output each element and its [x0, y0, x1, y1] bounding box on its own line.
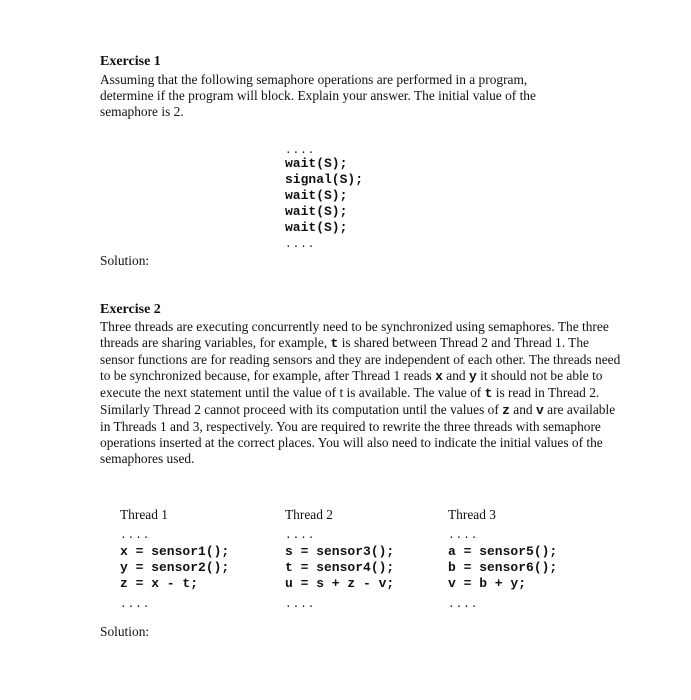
code-line: wait(S);: [285, 204, 348, 219]
code-line: v = b + y;: [448, 576, 527, 591]
thread-1-label: Thread 1: [120, 507, 168, 522]
code-line: signal(S);: [285, 172, 364, 187]
code-line: x = sensor1();: [120, 544, 230, 559]
text-run: it should not be able to execute the next statement until the value of t is available. The value of: [100, 368, 603, 400]
thread-2-label: Thread 2: [285, 507, 333, 522]
thread-2-column: [285, 507, 394, 610]
ellipsis: ....: [120, 530, 151, 542]
code-line: a = sensor5();: [448, 544, 558, 559]
code-line: y = sensor2();: [120, 560, 230, 575]
thread-3-column: [448, 507, 557, 610]
ellipsis: ....: [285, 530, 316, 542]
thread-1-column: [120, 507, 229, 610]
text-run: is read in Thread 2. Similarly Thread 2 cannot proceed with its computation until the values of: [100, 385, 600, 417]
ellipsis: ....: [285, 599, 316, 611]
code-line: z = x - t;: [120, 576, 199, 591]
variable-name: t: [330, 336, 339, 351]
text-run: and: [442, 368, 469, 383]
code-line: s = sensor3();: [285, 544, 395, 559]
ellipsis: ....: [448, 530, 479, 542]
exercise-2-title: Exercise 2: [100, 302, 161, 317]
exercise-1-solution-label: Solution:: [100, 253, 150, 268]
text-run: are available in Threads 1 and 3, respectively. You are required to rewrite the three threads with semaphore operations inserted at the correct places. You will also need to indicate the initial values of the semaphores used.: [100, 402, 616, 466]
code-line: wait(S);: [285, 156, 348, 171]
text-run: and: [509, 402, 536, 417]
thread-3-label: Thread 3: [448, 507, 496, 522]
text-run: is shared between Thread 2 and Thread 1. The sensor functions are for reading sensors and they are independent of each other. The threads need to be synchronized because, for example, after Thread 1 reads: [100, 335, 621, 383]
exercise-1-title: Exercise 1: [100, 54, 161, 69]
ellipsis: ....: [285, 239, 316, 251]
variable-name: t: [484, 386, 493, 401]
ellipsis: ....: [120, 599, 151, 611]
variable-name: v: [535, 403, 544, 418]
code-line: b = sensor6();: [448, 560, 558, 575]
ellipsis: ....: [448, 599, 479, 611]
code-line: wait(S);: [285, 188, 348, 203]
variable-name: y: [468, 369, 477, 384]
variable-name: z: [502, 403, 510, 418]
ellipsis: ....: [285, 145, 316, 157]
code-line: t = sensor4();: [285, 560, 395, 575]
exercise-2-solution-label: Solution:: [100, 624, 150, 639]
variable-name: x: [435, 369, 443, 384]
exercise-1-code-block: [285, 146, 363, 250]
exercise-2-text: [100, 319, 622, 467]
code-line: u = s + z - v;: [285, 576, 395, 591]
exercise-1-text: Assuming that the following semaphore operations are performed in a program, determine if the program will block. Explain your answer. The initial value of the semaphore is 2.: [100, 72, 536, 119]
code-line: wait(S);: [285, 220, 348, 235]
text-run: Three threads are executing concurrently need to be synchronized using semaphores. The three threads are sharing variables, for example,: [100, 319, 609, 350]
